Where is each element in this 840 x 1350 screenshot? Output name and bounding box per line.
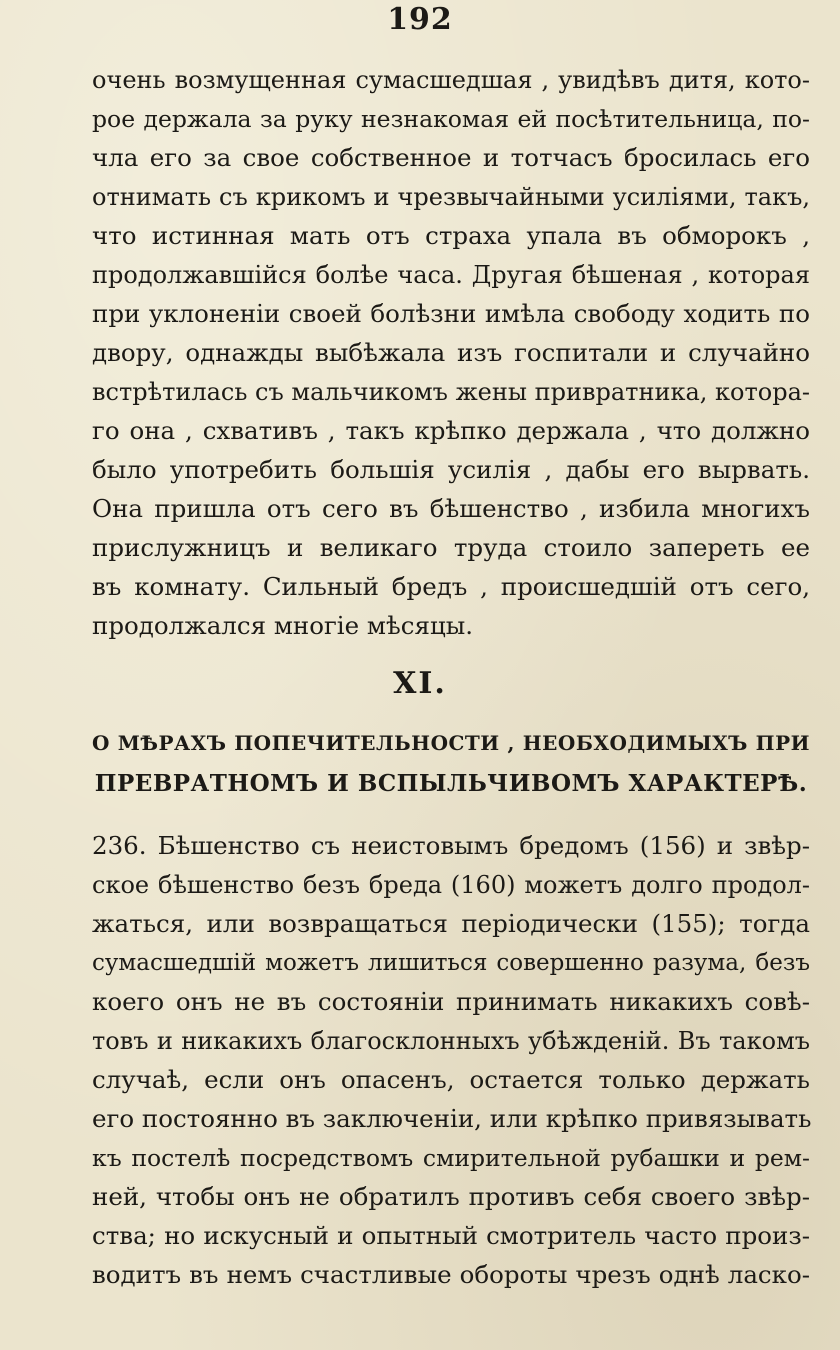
text-line: продолжался многiе мѣсяцы. xyxy=(92,611,473,640)
text-line: отнимать съ крикомъ и чрезвычайными усилiями, такъ, xyxy=(92,183,810,211)
text-line: въ комнату. Сильный бредъ , происшедшiй отъ сего, xyxy=(92,572,810,601)
text-line: 236. Бѣшенство съ неистовымъ бредомъ (156) и звѣр- xyxy=(92,831,810,860)
text-line: товъ и никакихъ благосклонныхъ убѣжденiй. Въ такомъ xyxy=(92,1027,810,1055)
text-line: при уклоненiи своей болѣзни имѣла свободу ходить по xyxy=(92,299,810,328)
text-line: чла его за свое собственное и тотчасъ бросилась его xyxy=(92,143,810,172)
text-line: коего онъ не въ состоянiи принимать никакихъ совѣ- xyxy=(92,987,810,1016)
text-line: встрѣтилась съ мальчикомъ жены привратника, котора- xyxy=(92,378,810,406)
text-line: рое держала за руку незнакомая ей посѣтительница, по- xyxy=(92,105,810,133)
text-line: было употребить большiя усилiя , дабы его вырвать. xyxy=(92,455,810,484)
section-title-line: О МѢРАХЪ ПОПЕЧИТЕЛЬНОСТИ , НЕОБХОДИМЫХЪ ПРИ xyxy=(92,731,810,755)
text-line: водитъ въ немъ счастливые обороты чрезъ однѣ ласко- xyxy=(92,1260,810,1289)
text-line: Она пришла отъ сего въ бѣшенство , избила многихъ xyxy=(92,494,810,523)
text-line: что истинная мать отъ страха упала въ обморокъ , xyxy=(92,221,810,250)
text-line: очень возмущенная сумасшедшая , увидѣвъ дитя, кото- xyxy=(92,66,810,94)
text-line: ское бѣшенство безъ бреда (160) можетъ долго продол- xyxy=(92,871,810,899)
section-title-line: ПРЕВРАТНОМЪ И ВСПЫЛЬЧИВОМЪ ХАРАКТЕРѢ. xyxy=(94,770,808,797)
page-number: 192 xyxy=(387,2,453,37)
text-line: продолжавшiйся болѣе часа. Другая бѣшеная , которая xyxy=(92,261,810,289)
text-line: го она , схвативъ , такъ крѣпко держала , что должно xyxy=(92,416,810,445)
text-line: ней, чтобы онъ не обратилъ противъ себя своего звѣр- xyxy=(92,1182,810,1211)
text-line: двору, однажды выбѣжала изъ госпитали и случайно xyxy=(92,338,810,367)
text-line: ства; но искусный и опытный смотритель часто произ- xyxy=(92,1221,810,1250)
section-number: XI. xyxy=(393,666,447,701)
text-line: случаѣ, если онъ опасенъ, остается только держать xyxy=(92,1065,810,1094)
text-line: сумасшедшiй можетъ лишиться совершенно разума, безъ xyxy=(92,950,810,976)
text-line: къ постелѣ посредствомъ смирительной рубашки и рем- xyxy=(92,1144,810,1172)
text-line: прислужницъ и великаго труда стоило запереть ее xyxy=(92,533,810,562)
text-line: его постоянно въ заключенiи, или крѣпко привязывать xyxy=(92,1104,812,1133)
text-line: жаться, или возвращаться перiодически (155); тогда xyxy=(92,909,810,938)
